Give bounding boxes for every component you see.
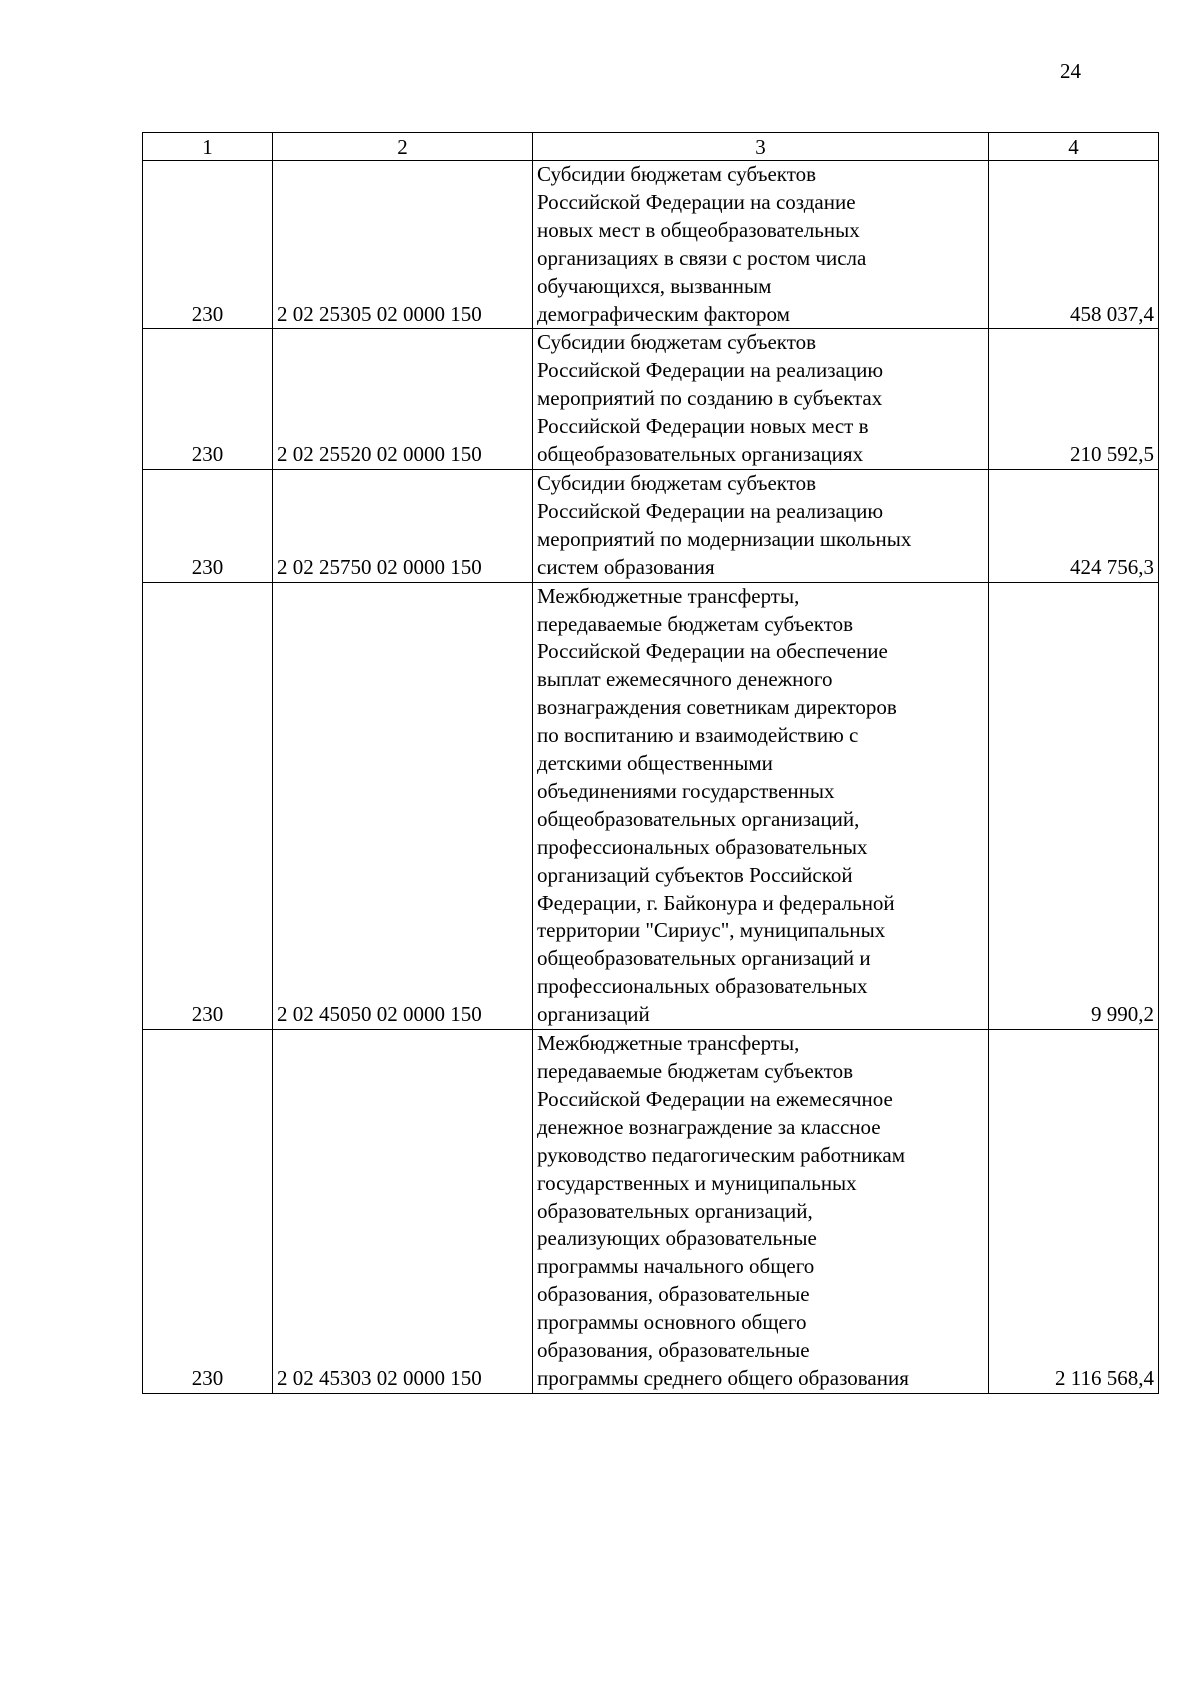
revenue-name-line: Российской Федерации на ежемесячное [537,1086,893,1111]
revenue-code-cell: 2 02 45050 02 0000 150 [273,582,533,1030]
revenue-name-line: демографическим фактором [537,301,790,326]
revenue-name-line: организаций [537,1002,650,1027]
revenue-name-line: организаций субъектов Российской [537,862,853,887]
revenue-name-line: Федерации, г. Байконура и федеральной [537,890,895,915]
amount-cell: 424 756,3 [989,469,1159,582]
revenue-name-line: Российской Федерации на обеспечение [537,639,888,664]
table-row [143,582,1159,1030]
page-number: 24 [1060,59,1081,83]
revenue-name-line: программы начального общего [537,1254,815,1279]
revenue-name-line: организациях в связи с ростом числа [537,245,867,270]
revenue-name-line: мероприятий по модернизации школьных [537,526,912,551]
revenue-name-line: по воспитанию и взаимодействию с [537,723,859,748]
revenue-name-line: обучающихся, вызванным [537,273,772,298]
revenue-name-line: детскими общественными [537,751,773,776]
revenue-name-line: передаваемые бюджетам субъектов [537,1059,854,1083]
revenue-name-line: общеобразовательных организаций, [537,806,860,831]
revenue-name-line: вознаграждения советникам директоров [537,695,897,720]
revenue-name-line: новых мест в общеобразовательных [537,217,860,242]
revenue-name-line: образования, образовательные [537,1338,810,1363]
revenue-name-line: профессиональных образовательных [537,834,868,859]
revenue-name-line: общеобразовательных организациях [537,442,864,467]
revenue-name-line: Межбюджетные трансферты, [537,1031,800,1056]
revenue-code-cell: 2 02 45303 02 0000 150 [273,1030,533,1394]
admin-code-cell: 230 [143,582,273,1030]
revenue-name-line: реализующих образовательные [537,1226,817,1251]
revenue-name-cell [533,161,989,329]
revenue-name-cell [533,582,989,1030]
revenue-name-line: образования, образовательные [537,1282,810,1307]
admin-code-cell: 230 [143,161,273,329]
admin-code-cell: 230 [143,329,273,470]
revenue-name-cell [533,1030,989,1394]
revenue-name-line: Субсидии бюджетам субъектов [537,470,817,495]
revenue-name-line: Российской Федерации на реализацию [537,498,884,523]
revenue-name-line: программы основного общего [537,1310,807,1335]
revenue-name-line: профессиональных образовательных [537,974,868,999]
revenue-name-line: государственных и муниципальных [537,1170,857,1195]
revenue-name-line: выплат ежемесячного денежного [537,667,833,692]
revenue-code-cell: 2 02 25305 02 0000 150 [273,161,533,329]
amount-cell: 210 592,5 [989,329,1159,470]
revenue-name-cell [533,469,989,582]
admin-code-cell: 230 [143,1030,273,1394]
revenue-code-cell: 2 02 25520 02 0000 150 [273,329,533,470]
table-body [143,161,1159,1394]
column-header-1: 1 [143,133,273,161]
revenue-name-line: Субсидии бюджетам субъектов [537,162,817,186]
table-row [143,161,1159,329]
revenue-name-line: Российской Федерации на создание [537,189,856,214]
revenue-name-line: территории "Сириус", муниципальных [537,918,886,943]
revenue-name-line: мероприятий по созданию в субъектах [537,386,883,411]
revenue-name-line: систем образования [537,554,715,579]
revenue-name-line: Субсидии бюджетам субъектов [537,330,817,355]
table-row [143,329,1159,470]
revenue-name-line: общеобразовательных организаций и [537,946,871,971]
amount-cell: 2 116 568,4 [989,1030,1159,1394]
revenue-name-line: денежное вознаграждение за классное [537,1114,881,1139]
revenue-code-cell: 2 02 25750 02 0000 150 [273,469,533,582]
revenue-name-line: передаваемые бюджетам субъектов [537,611,854,636]
revenue-name-line: Российской Федерации новых мест в [537,414,869,439]
amount-cell: 458 037,4 [989,161,1159,329]
revenue-name-line: программы среднего общего образования [537,1365,909,1390]
revenue-name-line: объединениями государственных [537,778,835,803]
revenue-name-line: руководство педагогическим работникам [537,1142,906,1167]
revenue-name-line: Межбюджетные трансферты, [537,583,800,608]
table-header-row [143,133,1159,161]
revenue-name-line: образовательных организаций, [537,1198,813,1223]
column-header-4: 4 [989,133,1159,161]
revenue-name-cell [533,329,989,470]
admin-code-cell: 230 [143,469,273,582]
revenue-name-line: Российской Федерации на реализацию [537,358,884,383]
amount-cell: 9 990,2 [989,582,1159,1030]
table-row [143,469,1159,582]
budget-table [142,132,1159,1394]
column-header-3: 3 [533,133,989,161]
table-row [143,1030,1159,1394]
column-header-2: 2 [273,133,533,161]
